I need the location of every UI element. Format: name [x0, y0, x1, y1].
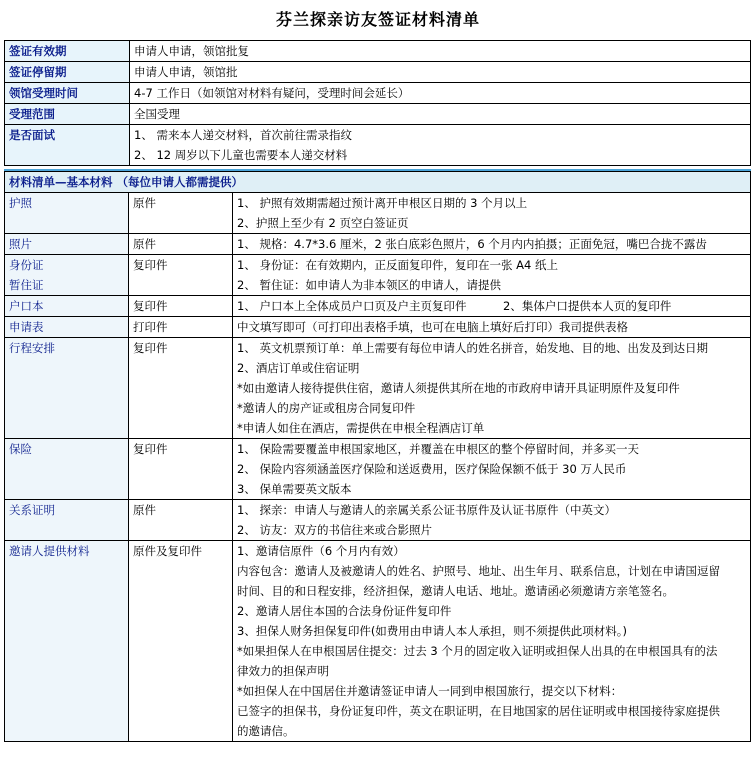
material-requirements: 1、邀请信原件（6 个月内有效） 内容包含：邀请人及被邀请人的姓名、护照号、地址、出生年月、联系信息，计划在申请国逗留 时间、目的和日程安排，经济担保，邀请人电话、地址。邀请函必须邀请方亲笔签名。 2、邀请人居住本国的合法身份证件复印件 3、担保人财务担保复印件(如费用由申请人本人承担，则不须提供此项材料。) *如果担保人在申根国居住提交：过去 3 个月的固定收入证明或担保人出具的在申根国具有的法 律效力的担保声明 *如担保人在中国居住并邀请签证申请人一同到申根国旅行，提交以下材料： 已签字的担保书，身份证复印件，英文在职证明，在目地国家的居住证明或申根国接待家庭提供 的邀请信。: [233, 541, 751, 742]
materials-header: 材料清单—基本材料 （每位申请人都需提供）: [5, 172, 751, 193]
material-requirements: 1、 规格：4.7*3.6 厘米，2 张白底彩色照片，6 个月内内拍摄；正面免冠，嘴巴合拢不露齿: [233, 234, 751, 255]
material-type: 复印件: [129, 296, 233, 317]
page-title: 芬兰探亲访友签证材料清单: [275, 10, 480, 29]
material-item: 保险: [5, 439, 129, 500]
material-row: [5, 317, 751, 338]
material-item: 邀请人提供材料: [5, 541, 129, 742]
info-row: [5, 104, 751, 125]
materials-header-row: [5, 172, 751, 193]
material-requirements: 1、 户口本上全体成员户口页及户主页复印件 2、集体户口提供本人页的复印件: [233, 296, 751, 317]
info-value: 申请人申请，领馆批: [130, 62, 751, 83]
material-requirements: 中文填写即可（可打印出表格手填，也可在电脑上填好后打印）我司提供表格: [233, 317, 751, 338]
materials-table: [4, 171, 751, 742]
material-row: [5, 338, 751, 439]
info-key: 签证停留期: [5, 62, 130, 83]
material-requirements: 1、 英文机票预订单：单上需要有每位申请人的姓名拼音，始发地、目的地、出发及到达日期 2、酒店订单或住宿证明 *如由邀请人接待提供住宿，邀请人须提供其所在地的市政府申请开具证明原件及复印件 *邀请人的房产证或租房合同复印件 *申请人如住在酒店，需提供在申根全程酒店订单: [233, 338, 751, 439]
material-row: [5, 193, 751, 234]
material-type: 原件及复印件: [129, 541, 233, 742]
material-requirements: 1、 保险需要覆盖申根国家地区，并覆盖在申根区的整个停留时间，并多买一天 2、 保险内容须涵盖医疗保险和送返费用，医疗保险保额不低于 30 万人民币 3、 保单需要英文版本: [233, 439, 751, 500]
material-type: 原件: [129, 193, 233, 234]
material-item: 身份证 暂住证: [5, 255, 129, 296]
info-key: 是否面试: [5, 125, 130, 166]
info-key: 受理范围: [5, 104, 130, 125]
info-value: 申请人申请，领馆批复: [130, 41, 751, 62]
info-row: [5, 41, 751, 62]
info-row: [5, 62, 751, 83]
material-row: [5, 234, 751, 255]
info-value: 4-7 工作日（如领馆对材料有疑问，受理时间会延长）: [130, 83, 751, 104]
material-type: 复印件: [129, 338, 233, 439]
info-key: 签证有效期: [5, 41, 130, 62]
material-type: 复印件: [129, 255, 233, 296]
material-requirements: 1、 护照有效期需超过预计离开申根区日期的 3 个月以上 2、护照上至少有 2 页空白签证页: [233, 193, 751, 234]
info-value: 全国受理: [130, 104, 751, 125]
info-table: [4, 40, 751, 166]
material-row: [5, 541, 751, 742]
material-type: 复印件: [129, 439, 233, 500]
info-key: 领馆受理时间: [5, 83, 130, 104]
info-row: [5, 125, 751, 166]
material-item: 照片: [5, 234, 129, 255]
material-item: 行程安排: [5, 338, 129, 439]
material-row: [5, 296, 751, 317]
material-type: 原件: [129, 234, 233, 255]
material-item: 护照: [5, 193, 129, 234]
material-requirements: 1、 身份证：在有效期内，正反面复印件，复印在一张 A4 纸上 2、 暂住证：如申请人为非本领区的申请人，请提供: [233, 255, 751, 296]
material-item: 关系证明: [5, 500, 129, 541]
info-row: [5, 83, 751, 104]
material-row: [5, 255, 751, 296]
material-item: 申请表: [5, 317, 129, 338]
material-requirements: 1、 探亲：申请人与邀请人的亲属关系公证书原件及认证书原件（中英文） 2、 访友：双方的书信往来或合影照片: [233, 500, 751, 541]
material-item: 户口本: [5, 296, 129, 317]
material-row: [5, 500, 751, 541]
material-type: 原件: [129, 500, 233, 541]
material-type: 打印件: [129, 317, 233, 338]
material-row: [5, 439, 751, 500]
info-value: 1、 需来本人递交材料，首次前往需录指纹 2、 12 周岁以下儿童也需要本人递交材料: [130, 125, 751, 166]
